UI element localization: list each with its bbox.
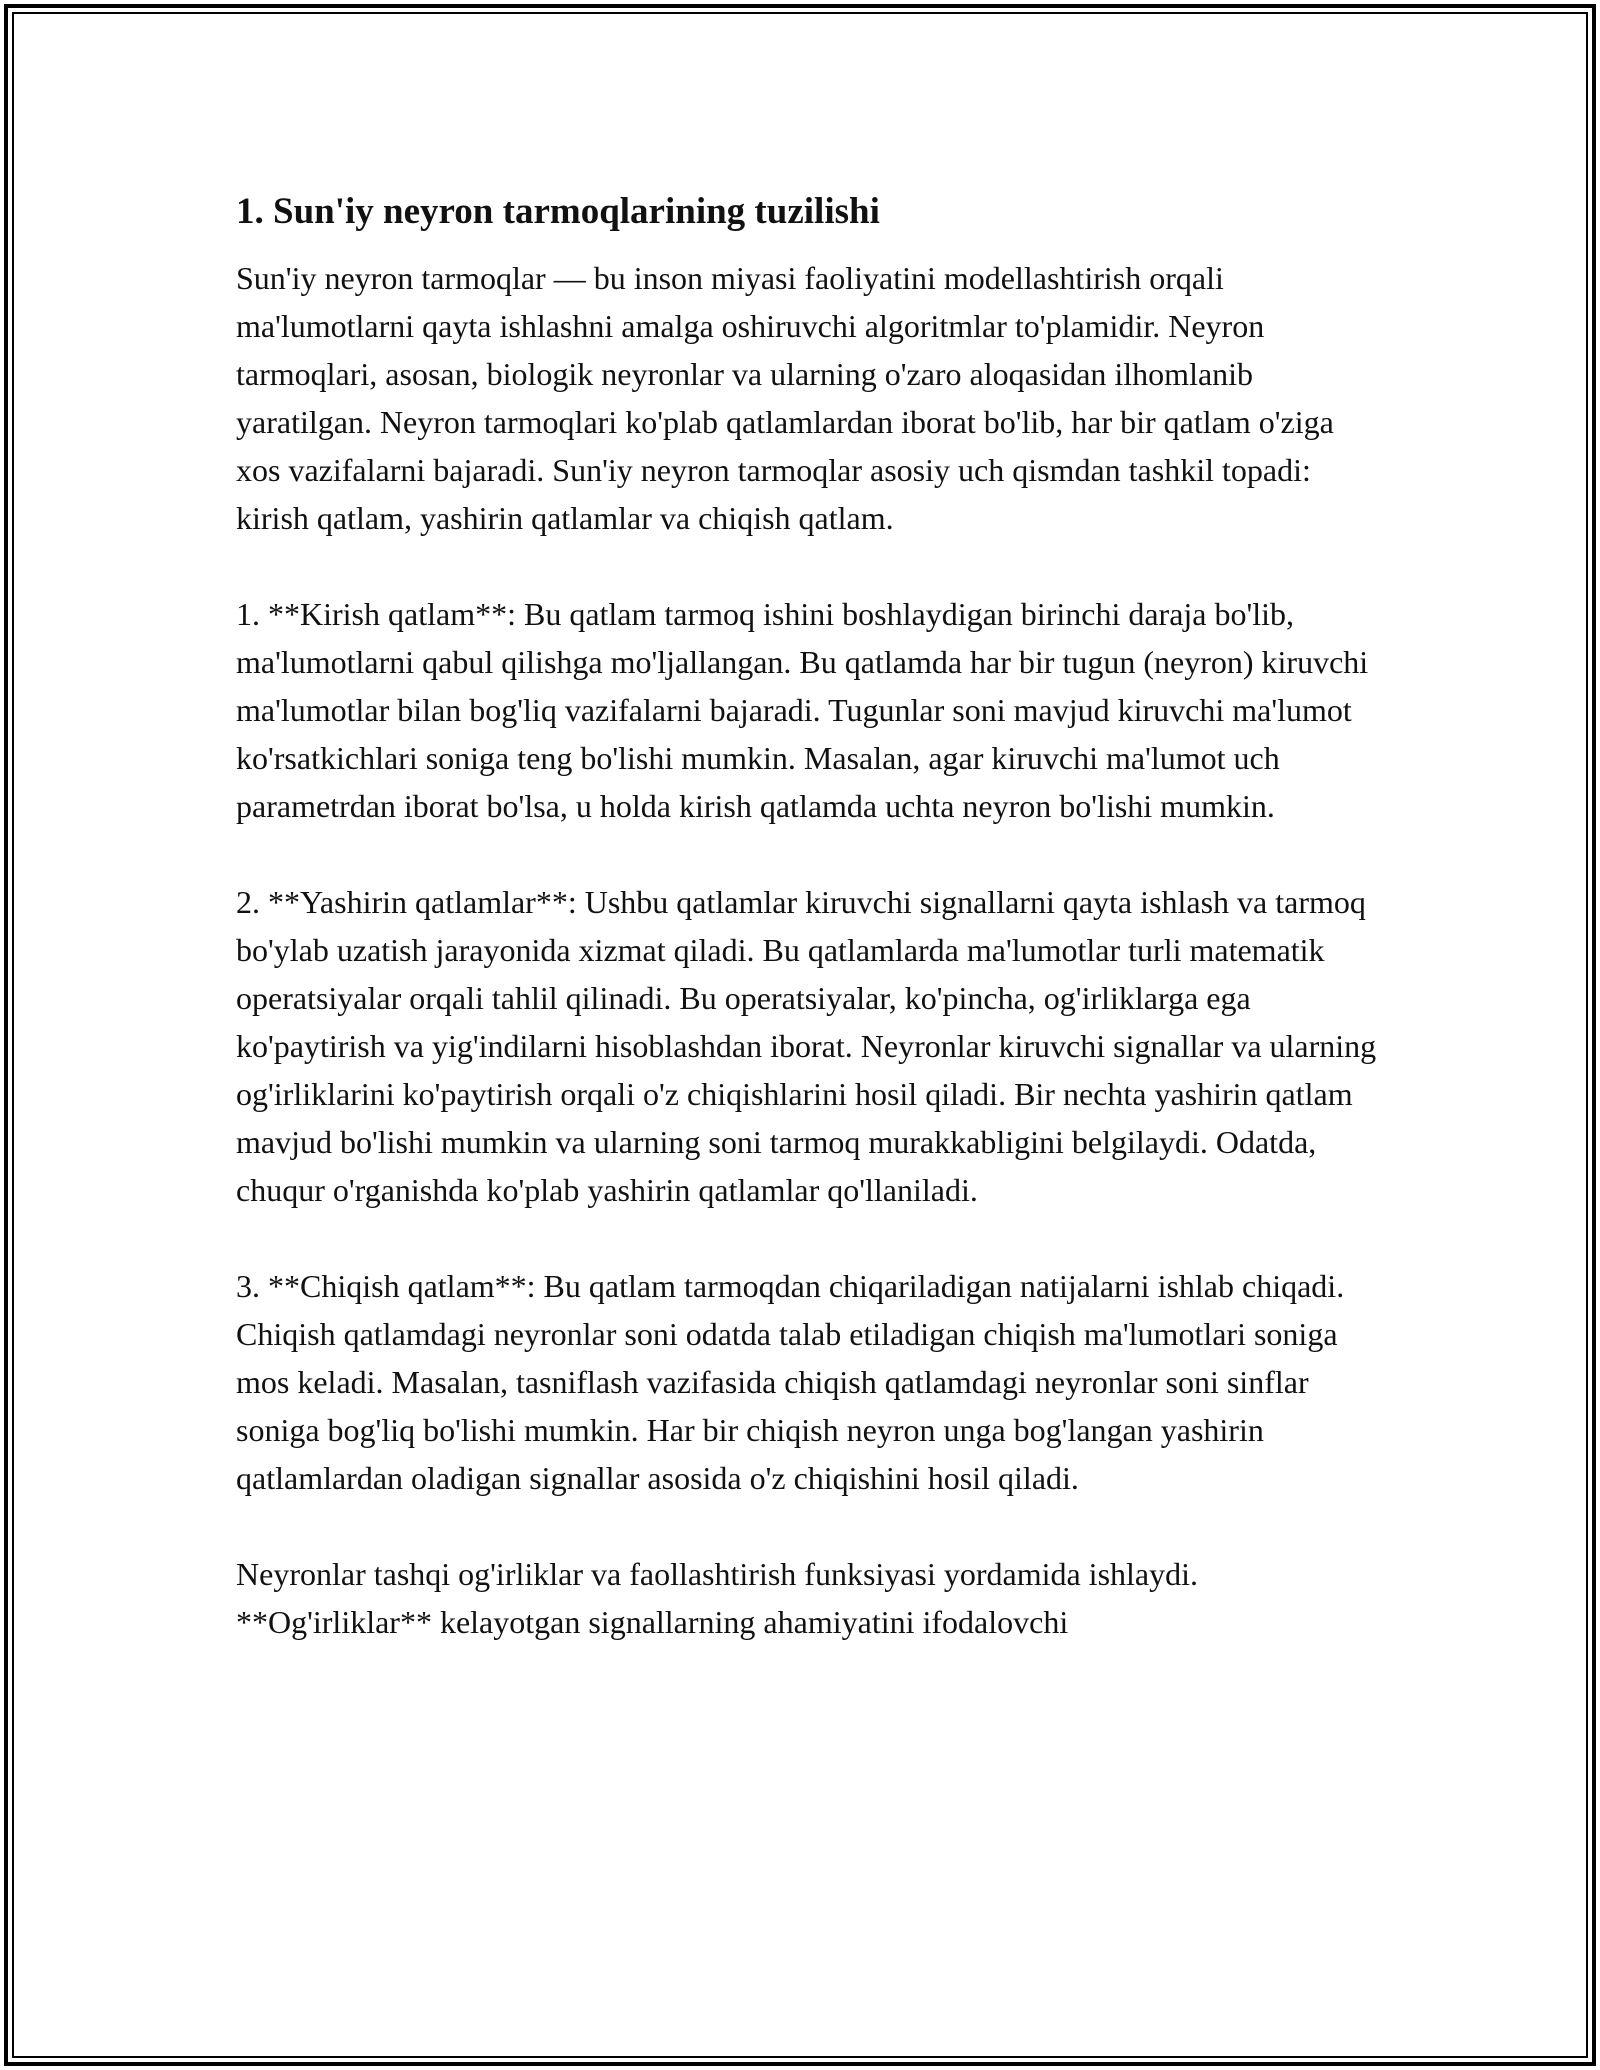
paragraph-input-layer: 1. **Kirish qatlam**: Bu qatlam tarmoq ishini boshlaydigan birinchi daraja bo'lib, ma'lumotlarni qabul qilishga mo'ljallangan. Bu qatlamda har bir tugun (neyron) kiruvchi ma'lumotlar bilan bog'liq vazifalarni bajaradi. Tugunlar soni mavjud kiruvchi ma'lumot ko'rsatkichlari soniga teng bo'lishi mumkin. Masalan, agar kiruvchi ma'lumot uch parametrdan iborat bo'lsa, u holda kirish qatlamda uchta neyron bo'lishi mumkin. (236, 596, 1369, 824)
paragraph-output-layer: 3. **Chiqish qatlam**: Bu qatlam tarmoqdan chiqariladigan natijalarni ishlab chiqadi. Chiqish qatlamdagi neyronlar soni odatda talab etiladigan chiqish ma'lumotlari soniga mos keladi. Masalan, tasniflash vazifasida chiqish qatlamdagi neyronlar soni sinflar soniga bog'liq bo'lishi mumkin. Har bir chiqish neyron unga bog'langan yashirin qatlamlardan oladigan signallar asosida o'z chiqishini hosil qiladi. (236, 1268, 1345, 1496)
section-heading: 1. Sun'iy neyron tarmoqlarining tuzilishi (236, 191, 880, 232)
paragraph-weights: Neyronlar tashqi og'irliklar va faollashtirish funksiyasi yordamida ishlaydi. **Og'irliklar** kelayotgan signallarning ahamiyatini ifodalovchi (236, 1556, 1198, 1640)
paragraph-hidden-layers: 2. **Yashirin qatlamlar**: Ushbu qatlamlar kiruvchi signallarni qayta ishlash va tarmoq bo'ylab uzatish jarayonida xizmat qiladi. Bu qatlamlarda ma'lumotlar turli matematik operatsiyalar orqali tahlil qilinadi. Bu operatsiyalar, ko'pincha, og'irliklarga ega ko'paytirish va yig'indilarni hisoblashdan iborat. Neyronlar kiruvchi signallar va ularning og'irliklarini ko'paytirish orqali o'z chiqishlarini hosil qiladi. Bir nechta yashirin qatlam mavjud bo'lishi mumkin va ularning soni tarmoq murakkabligini belgilaydi. Odatda, chuqur o'rganishda ko'plab yashirin qatlamlar qo'llaniladi. (236, 884, 1377, 1208)
paragraph-intro: Sun'iy neyron tarmoqlar — bu inson miyasi faoliyatini modellashtirish orqali ma'lumotlarni qayta ishlashni amalga oshiruvchi algoritmlar to'plamidir. Neyron tarmoqlari, asosan, biologik neyronlar va ularning o'zaro aloqasidan ilhomlanib yaratilgan. Neyron tarmoqlari ko'plab qatlamlardan iborat bo'lib, har bir qatlam o'ziga xos vazifalarni bajaradi. Sun'iy neyron tarmoqlar asosiy uch qismdan tashkil topadi: kirish qatlam, yashirin qatlamlar va chiqish qatlam. (236, 260, 1334, 536)
document-body (236, 188, 1416, 1694)
